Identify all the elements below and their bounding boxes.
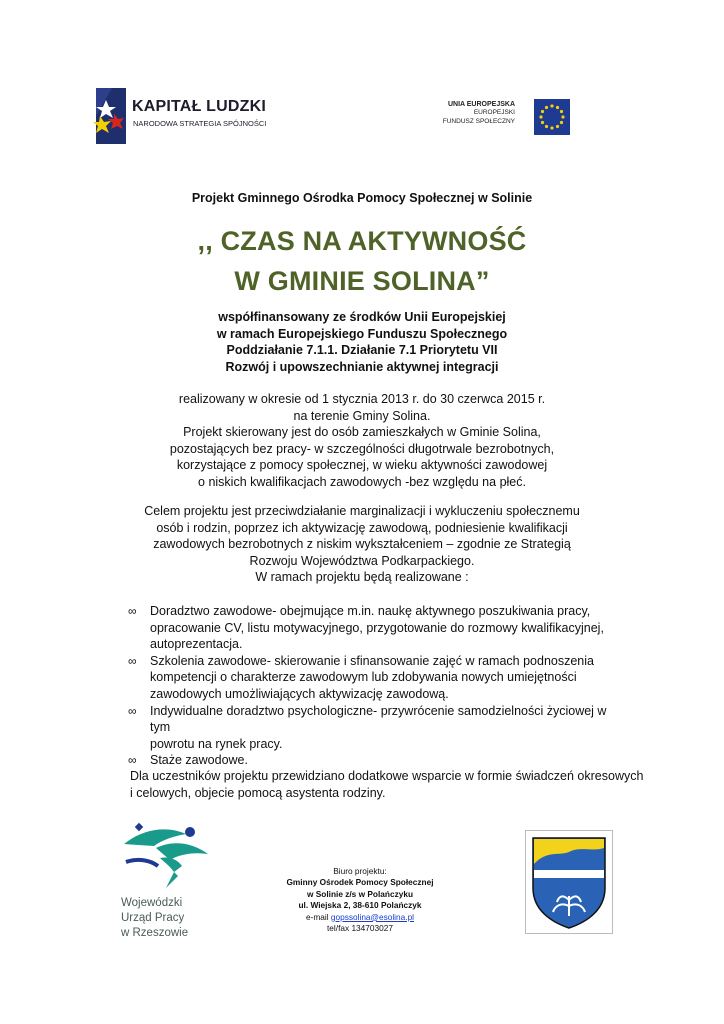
goal-line: Rozwoju Województwa Podkarpackiego. [249,553,475,568]
goal-line: W ramach projektu będą realizowane : [255,570,469,585]
title-line-2: W GMINIE SOLINA” [234,266,490,296]
cofinancing-line: współfinansowany ze środków Unii Europejskiej [218,310,506,324]
list-item-line: Indywidualne doradztwo psychologiczne- przywrócenie samodzielności życiowej w tym [150,703,607,735]
period-line: realizowany w okresie od 1 stycznia 2013 r. do 30 czerwca 2015 r. [178,392,546,406]
goal-line: Celem projektu jest przeciwdziałanie marginalizacji i wykluczeniu społecznemu [144,504,580,518]
ue-logo-text [443,101,515,126]
list-item [130,653,610,703]
contact-org-2: w Solinie z/s w Polańczyku [306,888,414,899]
period-line: na terenie Gminy Solina. [293,408,431,423]
kapital-ludzki-emblem-icon [92,86,130,146]
list-item-line: powrotu na rynek pracy. [150,736,283,751]
extra-line: Dla uczestników projektu przewidziano dodatkowe wsparcie w formie świadczeń okresowych [130,769,644,783]
bullet-infinity-icon: ∞ [128,753,137,768]
kapital-ludzki-logo [92,86,272,146]
list-item-line: Staże zawodowe. [150,753,248,768]
list-item [130,703,610,753]
list-item-line: Doradztwo zawodowe- obejmujące m.in. naukę aktywnego poszukiwania pracy, [150,604,591,618]
contact-email-row [260,912,460,923]
project-office-contact [260,866,460,934]
extra-support-paragraph [130,768,650,801]
list-item-line: Szkolenia zawodowe- skierowanie i sfinansowanie zajęć w ramach podnoszenia [150,653,594,668]
period-line: korzystające z pomocy społecznej, w wieku aktywności zawodowej [176,458,548,473]
contact-org-1: Gminny Ośrodek Pomocy Społecznej [286,877,434,888]
extra-line: i celowych, objecie pomocą asystenta rodziny. [130,785,386,800]
cofinancing-line: w ramach Europejskiego Funduszu Społecznego [216,326,508,341]
goal-line: zawodowych bezrobotnych z niskim wykształceniem – zgodnie ze Strategią [153,537,571,552]
goal-block [60,503,664,586]
contact-phone: tel/fax 134703027 [327,923,393,934]
ue-logo-line2: EUROPEJSKI [473,109,515,117]
contact-address: ul. Wiejska 2, 38-610 Polańczyk [298,900,422,911]
wup-bird-icon [116,814,216,894]
list-item-line: kompetencji o charakterze zawodowym lub zdobywania nowych umiejętności [150,670,577,685]
list-item-line: zawodowych umożliwiających aktywizację zawodową. [150,686,449,701]
list-item-line: opracowanie CV, listu motywacyjnego, przygotowanie do rozmowy kwalifikacyjnej, [150,620,604,635]
cofinancing-line: Poddziałanie 7.1.1. Działanie 7.1 Priorytetu VII [226,343,498,358]
wup-logo-text [121,896,188,940]
bullet-infinity-icon: ∞ [128,604,137,618]
wup-logo-line2: Urząd Pracy [121,911,185,924]
ue-logo-line3: FUNDUSZ SPOŁECZNY [442,117,515,125]
wup-logo-line1: Wojewódzki [121,897,183,909]
contact-email-label: e-mail [305,911,331,922]
ue-logo-line1: UNIA EUROPEJSKA [447,101,515,108]
kapital-ludzki-name: KAPITAŁ LUDZKI [132,98,267,115]
wup-logo-line3: w Rzeszowie [121,926,189,939]
period-line: o niskich kwalifikacjach zawodowych -bez względu na płeć. [198,474,526,489]
list-item [130,752,610,769]
bullet-infinity-icon: ∞ [128,653,137,668]
kapital-ludzki-tagline: NARODOWA STRATEGIA SPÓJNOŚCI [133,119,267,128]
period-line: Projekt skierowany jest do osób zamieszkałych w Gminie Solina, [183,425,541,440]
contact-label: Biuro projektu: [333,866,387,876]
list-item-line: autoprezentacja. [150,637,243,652]
title-line-1: ,, CZAS NA AKTYWNOŚĆ [197,226,527,256]
eu-flag-icon [534,99,570,135]
bullet-infinity-icon: ∞ [128,703,137,718]
cofinancing-block [60,309,664,375]
period-block [60,391,664,491]
project-intro: Projekt Gminnego Ośrodka Pomocy Społecznej w Solinie [191,191,533,205]
goal-line: osób i rodzin, poprzez ich aktywizację zawodową, podniesienie kwalifikacji [156,520,568,535]
activities-list [130,603,610,769]
cofinancing-line: Rozwój i upowszechnianie aktywnej integracji [225,359,499,374]
list-item [130,603,610,653]
period-line: pozostających bez pracy- w szczególności długotrwale bezrobotnych, [169,441,555,456]
wup-rzeszow-logo [116,814,226,942]
contact-email-link[interactable]: gopssolina@esolina.pl [330,911,415,922]
ue-efs-logo [432,99,572,137]
solina-coat-of-arms-icon [525,830,613,934]
